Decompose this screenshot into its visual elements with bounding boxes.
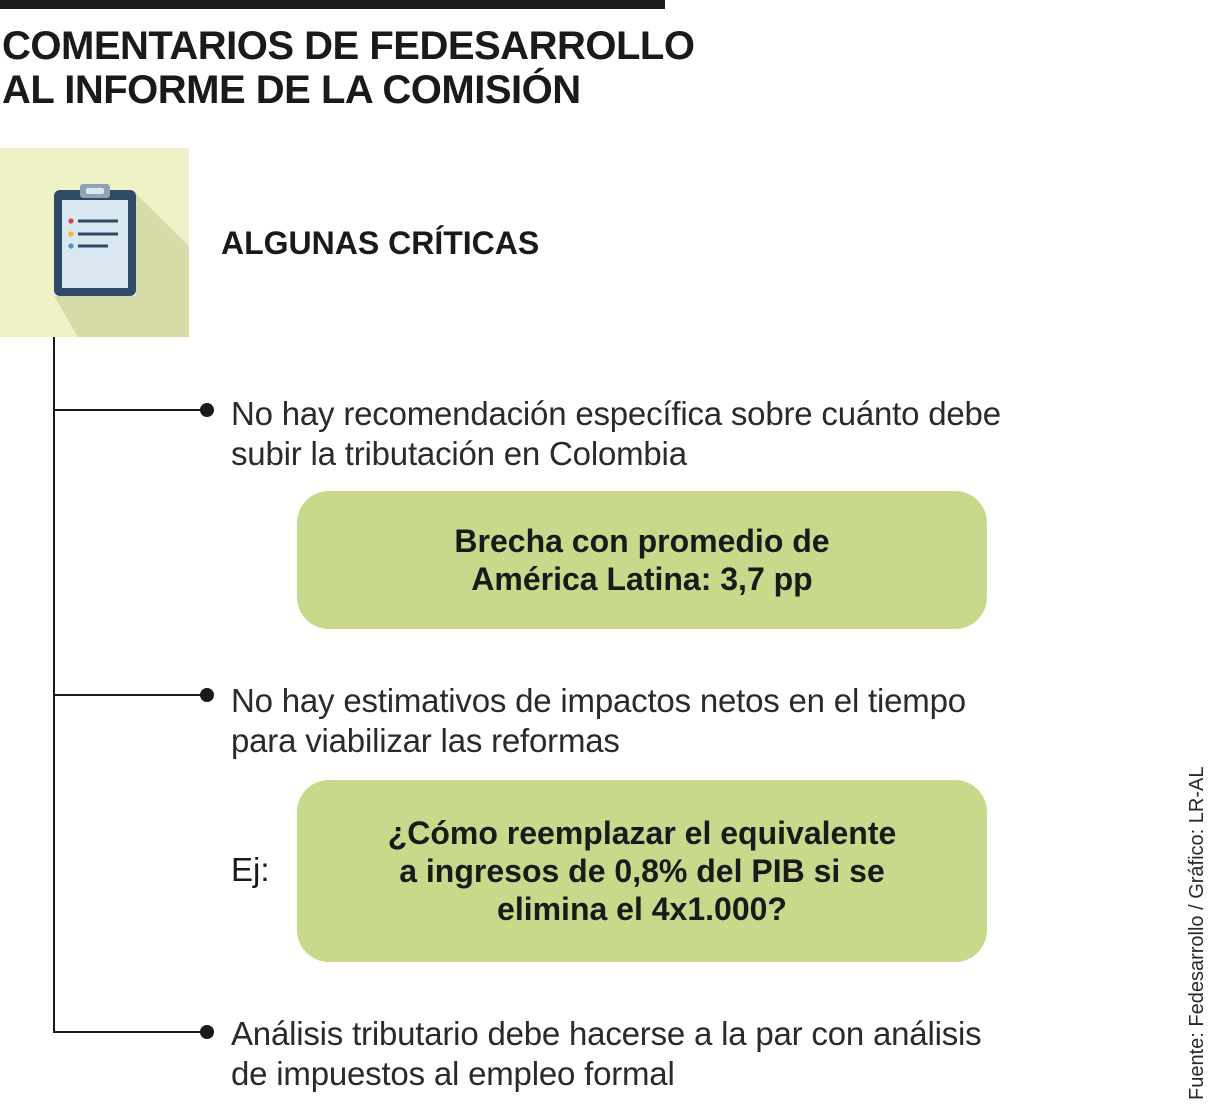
icon-box [0, 148, 189, 337]
callout-2-line-2: a ingresos de 0,8% del PIB si se [399, 853, 885, 889]
callout-1-line-1: Brecha con promedio de [454, 523, 830, 559]
list-item-2-text [231, 681, 1111, 761]
title-line-1: COMENTARIOS DE FEDESARROLLO [2, 24, 695, 68]
clipboard-icon [0, 148, 189, 337]
item-3-line-1: Análisis tributario debe hacerse a la par con análisis [231, 1015, 982, 1052]
bullet-dot-3 [200, 1025, 214, 1039]
callout-2-line-3: elimina el 4x1.000? [497, 891, 787, 927]
item-2-line-2: para viabilizar las reformas [231, 722, 620, 759]
callout-latam-gap [297, 491, 987, 629]
list-item-1-text [231, 394, 1111, 474]
bullet-dot-2 [200, 688, 214, 702]
connector-branch-1 [53, 409, 208, 411]
source-credit: Fuente: Fedesarrollo / Gráfico: LR-AL [1186, 766, 1208, 1100]
connector-branch-3 [53, 1031, 208, 1033]
section-heading: ALGUNAS CRÍTICAS [221, 225, 540, 261]
list-item-3-text [231, 1014, 1111, 1094]
example-label: Ej: [231, 851, 270, 888]
callout-1-line-2: América Latina: 3,7 pp [471, 561, 813, 597]
connector-branch-2 [53, 694, 208, 696]
item-1-line-2: subir la tributación en Colombia [231, 435, 687, 472]
callout-2-line-1: ¿Cómo reemplazar el equivalente [387, 815, 897, 851]
bullet-dot-1 [200, 403, 214, 417]
item-1-line-1: No hay recomendación específica sobre cuánto debe [231, 395, 1001, 432]
callout-example-question [297, 780, 987, 962]
top-rule [0, 0, 665, 9]
item-3-line-2: de impuestos al empleo formal [231, 1055, 675, 1092]
page-title [2, 24, 702, 112]
title-line-2: AL INFORME DE LA COMISIÓN [2, 68, 581, 112]
connector-vertical-line [53, 337, 55, 1032]
item-2-line-1: No hay estimativos de impactos netos en el tiempo [231, 682, 966, 719]
